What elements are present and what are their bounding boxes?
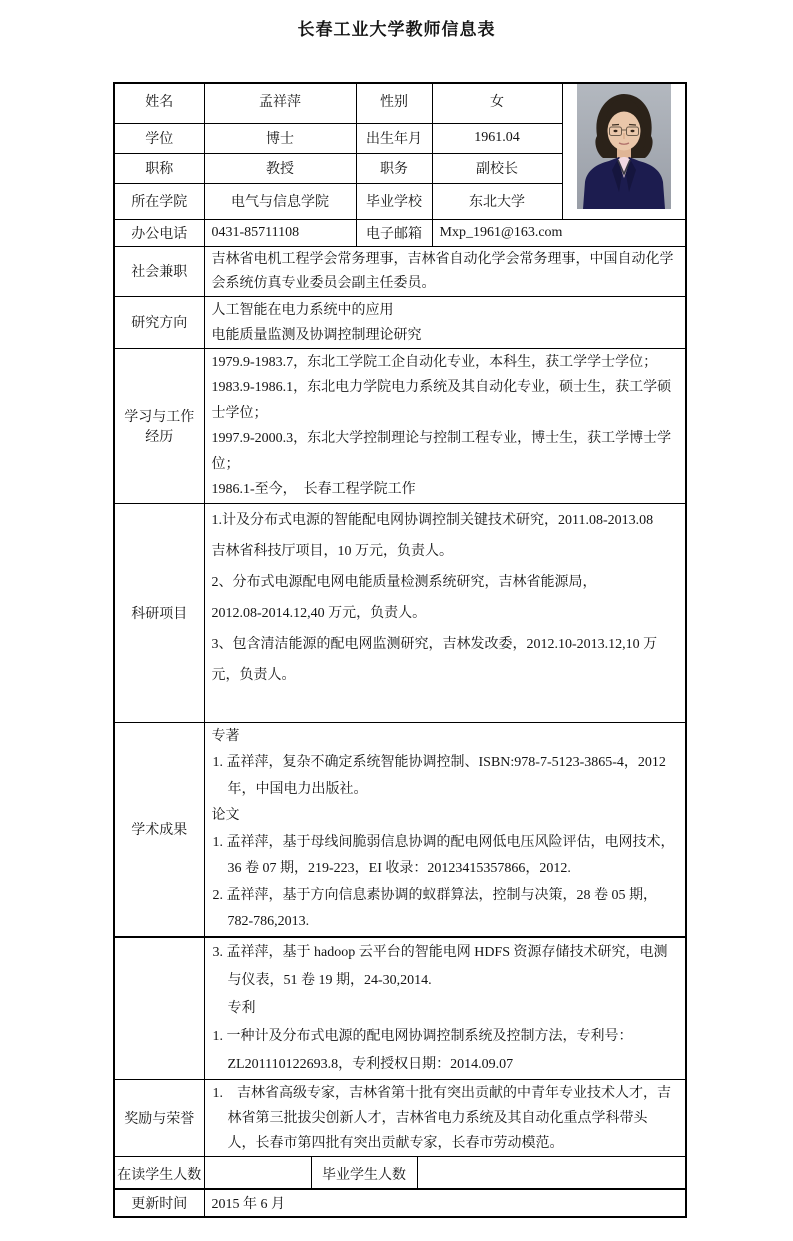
text-line: ZL201110122693.8，专利授权日期：2014.09.07 bbox=[227, 1057, 514, 1072]
label-college: 所在学院 bbox=[114, 183, 204, 219]
text-line: 1997.9-2000.3，东北大学控制理论与控制工程专业，博士生，获工学博士学 bbox=[211, 431, 672, 446]
label-research-direction: 研究方向 bbox=[114, 296, 204, 348]
label-degree: 学位 bbox=[114, 123, 204, 153]
text-line: 1983.9-1986.1，东北电力学院电力系统及其自动化专业，硕士生，获工学硕 bbox=[211, 380, 672, 395]
value-college: 电气与信息学院 bbox=[204, 183, 356, 219]
update-time-table bbox=[113, 1188, 687, 1218]
text-line: 位； bbox=[211, 456, 240, 472]
awards-honors-content bbox=[204, 1080, 686, 1157]
text-line: 1. 孟祥萍，基于母线间脆弱信息协调的配电网低电压风险评估，电网技术， bbox=[212, 834, 675, 850]
value-office-phone: 0431-85711108 bbox=[204, 219, 356, 246]
text-line: 2、分布式电源配电网电能质量检测系统研究，吉林省能源局， bbox=[211, 574, 597, 590]
text-line: 782-786,2013. bbox=[227, 914, 310, 929]
text-line: 电能质量监测及协调控制理论研究 bbox=[211, 327, 422, 343]
value-name: 孟祥萍 bbox=[204, 83, 356, 123]
academic-achievements-continued-content bbox=[204, 937, 686, 1080]
text-line: 论文 bbox=[211, 808, 240, 823]
text-line: 3、包含清洁能源的配电网监测研究，吉林发改委，2012.10-2013.12,10 万 bbox=[211, 636, 658, 652]
text-line: 1. 孟祥萍，复杂不确定系统智能协调控制、ISBN:978-7-5123-3865-4，2012 bbox=[212, 755, 666, 770]
label-alma-mater: 毕业学校 bbox=[356, 183, 432, 219]
text-line: 人工智能在电力系统中的应用 bbox=[211, 302, 394, 318]
value-email: Mxp_1961@163.com bbox=[432, 219, 686, 246]
label-office-phone: 办公电话 bbox=[114, 219, 204, 246]
page-title: 长春工业大学教师信息表 bbox=[297, 20, 496, 39]
label-birth: 出生年月 bbox=[356, 123, 432, 153]
label-title: 职称 bbox=[114, 153, 204, 183]
portrait-photo bbox=[577, 84, 671, 209]
value-title: 教授 bbox=[204, 153, 356, 183]
value-birth: 1961.04 bbox=[432, 123, 562, 153]
text-line: 吉林省电机工程学会常务理事，吉林省自动化学会常务理事，中国自动化学 bbox=[211, 251, 674, 267]
text-line: 士学位； bbox=[211, 405, 268, 421]
text-line: 1. 吉林省高级专家，吉林省第十批有突出贡献的中青年专业技术人才，吉 bbox=[212, 1086, 671, 1101]
label-update-time: 更新时间 bbox=[114, 1189, 204, 1217]
value-degree: 博士 bbox=[204, 123, 356, 153]
text-line: 1979.9-1983.7，东北工学院工企自动化专业，本科生，获工学学士学位； bbox=[211, 354, 658, 370]
text-line: 专利 bbox=[227, 1001, 256, 1016]
text-line: 专著 bbox=[211, 728, 240, 744]
continuation-empty-label-cell bbox=[114, 937, 204, 1080]
research-direction-content bbox=[204, 296, 686, 348]
text-line: 学习与工作 bbox=[124, 409, 195, 425]
social-positions-content bbox=[204, 246, 686, 296]
value-gender: 女 bbox=[432, 83, 562, 123]
value-alma-mater: 东北大学 bbox=[432, 183, 562, 219]
text-line: 36 卷 07 期，219-223，EI 收录：20123415357866，2012. bbox=[227, 861, 571, 876]
text-line: 1. 一种计及分布式电源的配电网协调控制系统及控制方法，专利号： bbox=[212, 1029, 633, 1044]
label-name: 姓名 bbox=[114, 83, 204, 123]
text-line: 会系统仿真专业委员会副主任委员。 bbox=[211, 275, 436, 291]
label-social-positions: 社会兼职 bbox=[114, 246, 204, 296]
text-line: 1.计及分布式电源的智能配电网协调控制关键技术研究，2011.08-2013.08 bbox=[211, 512, 654, 528]
teacher-info-table-continuation bbox=[113, 936, 687, 1194]
value-position: 副校长 bbox=[432, 153, 562, 183]
label-gender: 性别 bbox=[356, 83, 432, 123]
text-line: 2. 孟祥萍，基于方向信息素协调的蚁群算法，控制与决策，28 卷 05 期， bbox=[212, 887, 657, 903]
education-work-content bbox=[204, 348, 686, 503]
photo-cell bbox=[562, 83, 686, 219]
label-email: 电子邮箱 bbox=[356, 219, 432, 246]
teacher-info-table-main bbox=[113, 82, 687, 938]
text-line: 吉林省科技厅项目，10 万元，负责人。 bbox=[211, 543, 453, 559]
label-graduated-students: 毕业学生人数 bbox=[311, 1157, 417, 1193]
text-line: 年，中国电力出版社。 bbox=[227, 781, 368, 797]
label-awards-honors: 奖励与荣誉 bbox=[114, 1080, 204, 1157]
label-position: 职务 bbox=[356, 153, 432, 183]
label-current-students: 在读学生人数 bbox=[114, 1157, 204, 1193]
text-line: 经历 bbox=[145, 429, 174, 445]
text-line: 林省第三批拔尖创新人才，吉林省电力系统及其自动化重点学科带头 bbox=[227, 1111, 648, 1126]
label-education-work bbox=[114, 348, 204, 503]
academic-achievements-content bbox=[204, 722, 686, 937]
text-line: 人，长春市第四批有突出贡献专家，长春市劳动模范。 bbox=[227, 1136, 564, 1151]
label-research-projects: 科研项目 bbox=[114, 503, 204, 722]
text-line: 1986.1-至今， 长春工程学院工作 bbox=[211, 482, 416, 497]
text-line: 与仪表，51 卷 19 期，24-30,2014. bbox=[227, 973, 432, 988]
research-projects-content bbox=[204, 503, 686, 722]
text-line: 3. 孟祥萍，基于 hadoop 云平台的智能电网 HDFS 资源存储技术研究，电测 bbox=[212, 945, 668, 960]
text-line: 2012.08-2014.12,40 万元，负责人。 bbox=[211, 605, 427, 621]
text-line: 元，负责人。 bbox=[211, 667, 296, 683]
value-update-time: 2015 年 6 月 bbox=[204, 1189, 686, 1217]
label-academic-achievements: 学术成果 bbox=[114, 722, 204, 937]
